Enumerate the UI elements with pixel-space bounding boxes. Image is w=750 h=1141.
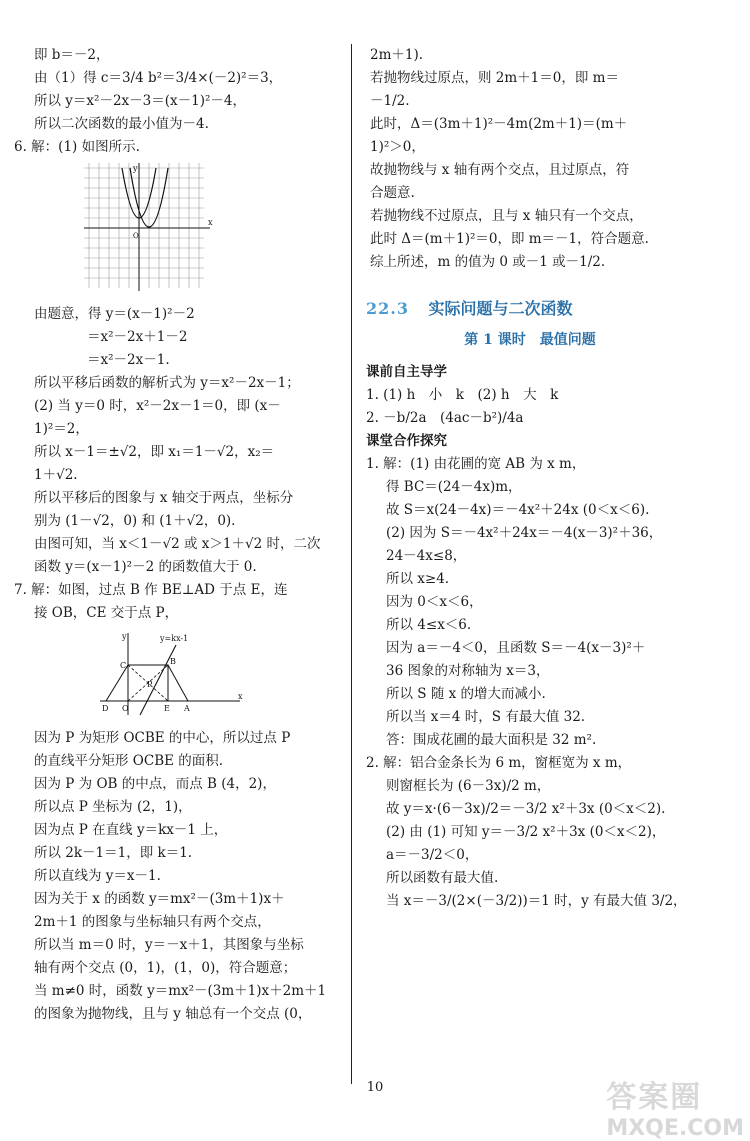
text-line: 此时 Δ＝(m＋1)²＝0，即 m＝－1，符合题意. [370,231,649,247]
problem-6-heading: 6. 解：(1) 如图所示. [14,139,140,155]
text-line: 因为 a＝－4＜0，且函数 S＝－4(x－3)²＋ [386,640,646,656]
line-y-kx-1 [140,645,176,715]
svg-text:O: O [133,232,139,240]
text-line: －1/2. [370,93,410,109]
svg-text:x: x [208,218,213,227]
svg-text:A: A [184,704,190,713]
text-line: 得 BC＝(24－4x)m， [386,479,522,495]
text-line: 因为 0＜x＜6， [386,594,483,610]
text-line: 因为 P 为矩形 OCBE 的中心，所以过点 P [34,730,291,746]
section-number: 22.3 [366,299,409,318]
figure-6-parabola-graph [84,163,334,297]
text-line: 所以当 x＝4 时，S 有最大值 32. [386,709,586,725]
text-line: 36 图象的对称轴为 x＝3， [386,663,550,679]
left-column [14,44,334,1026]
text-line: 所以当 m＝0 时，y＝－x＋1，其图象与坐标 [34,937,304,953]
problem-7-heading: 7. 解：如图，过点 B 作 BE⊥AD 于点 E，连 [14,582,288,598]
svg-text:x: x [238,692,243,701]
text-line: 2m＋1 的图象与坐标轴只有两个交点， [34,914,271,930]
watermark-bottom: MXQE.COM [606,1116,744,1141]
text-line: (2) 因为 S＝－4x²＋24x＝－4(x－3)²＋36， [386,525,663,541]
text-line: 2m＋1). [370,47,424,63]
text-line: 所以 x－1＝±√2，即 x₁＝1－√2，x₂＝ [34,444,275,460]
text-line: 当 x＝－3/(2×(－3/2))＝1 时，y 有最大值 3/2， [386,893,687,909]
text-line: 当 m≠0 时，函数 y＝mx²－(3m＋1)x＋2m＋1 [34,983,327,999]
text-line: 轴有两个交点 (0，1)，(1，0)，符合题意； [34,960,297,976]
text-line: 故 y＝x·(6－3x)/2＝－3/2 x²＋3x (0＜x＜2). [386,801,666,817]
text-line: 1＋√2. [34,467,78,483]
section-title: 实际问题与二次函数 [428,299,573,318]
text-line: 1)²＞0， [370,139,425,155]
text-line: 所以 4≤x＜6. [386,617,472,633]
watermark [606,1072,744,1141]
text-line: 即 b＝－2， [34,47,110,63]
text-line: 所以函数有最大值. [386,870,499,886]
text-line: 因为点 P 在直线 y＝kx－1 上， [34,822,228,838]
svg-text:y: y [122,632,127,641]
subheading-classroom: 课堂合作探究 [366,433,447,449]
text-line: 此时，Δ＝(3m＋1)²－4m(2m＋1)＝(m＋ [370,116,628,132]
text-line: 合题意. [370,185,415,201]
section-heading [366,296,694,319]
text-line: 1. 解：(1) 由花圃的宽 AB 为 x m， [366,456,586,472]
text-line: 因为关于 x 的函数 y＝mx²－(3m＋1)x＋ [34,891,285,907]
lesson-title: 第 1 课时 最值问题 [464,332,596,348]
right-column [366,44,694,913]
svg-text:y: y [133,164,138,173]
text-line: 1)²＝2， [34,421,89,437]
text-line: 所以点 P 坐标为 (2，1)， [34,799,192,815]
svg-text:C: C [120,661,127,670]
text-line: 的图象为抛物线，且与 y 轴总有一个交点 (0， [34,1006,312,1022]
text-line: 1. (1) h 小 k (2) h 大 k [366,387,559,403]
watermark-top: 答案圈 [606,1080,703,1115]
text-line: 若抛物线过原点，则 2m＋1＝0，即 m＝ [370,70,619,86]
graph-svg [84,163,214,293]
text-line: 24－4x≤8， [386,548,467,564]
text-line: 故 S＝x(24－4x)＝－4x²＋24x (0＜x＜6). [386,502,650,518]
text-line: (2) 当 y＝0 时，x²－2x－1＝0，即 (x－ [34,398,281,414]
text-line: 别为 (1－√2，0) 和 (1＋√2，0). [34,513,236,529]
text-line: 由题意，得 y＝(x－1)²－2 [34,306,195,322]
text-line: 接 OB，CE 交于点 P， [34,605,179,621]
text-line: 所以直线为 y＝x－1. [34,868,161,884]
text-line: ＝x²－2x－1. [87,352,170,368]
text-line: (2) 由 (1) 可知 y＝－3/2 x²＋3x (0＜x＜2)， [386,824,666,840]
column-divider [351,44,352,1084]
text-line: 2. 解：铝合金条长为 6 m，窗框宽为 x m， [366,755,632,771]
text-line: 所以 2k－1＝1，即 k＝1. [34,845,193,861]
svg-text:E: E [164,704,170,713]
text-line: 答：围成花圃的最大面积是 32 m². [386,732,597,748]
text-line: 综上所述，m 的值为 0 或－1 或－1/2. [370,254,606,270]
text-line: 所以 x≥4. [386,571,450,587]
page-number: 10 [366,1080,384,1095]
line-label: y=kx-1 [160,634,189,643]
text-line: 若抛物线不过原点，且与 x 轴只有一个交点， [370,208,643,224]
text-line: 故抛物线与 x 轴有两个交点，且过原点，符 [370,162,630,178]
text-line: 所以平移后函数的解析式为 y＝x²－2x－1； [34,375,300,391]
text-line: 由（1）得 c＝3/4 b²＝3/4×(－2)²＝3， [34,70,283,86]
figure-7-geometry [98,629,334,721]
text-line: 所以 S 随 x 的增大而减小. [386,686,546,702]
text-line: 则窗框长为 (6－3x)/2 m， [386,778,551,794]
svg-text:D: D [102,704,109,713]
geometry-svg [98,629,248,717]
text-line: 2. －b/2a (4ac－b²)/4a [366,410,524,426]
subheading-preview: 课前自主导学 [366,364,447,380]
text-line: 的直线平分矩形 OCBE 的面积. [34,753,224,769]
text-line: 由图可知，当 x＜1－√2 或 x＞1＋√2 时，二次 [34,536,321,552]
svg-text:O: O [122,704,129,713]
text-line: 所以二次函数的最小值为－4. [34,116,209,132]
text-line: 函数 y＝(x－1)²－2 的函数值大于 0. [34,559,257,575]
text-line: 因为 P 为 OB 的中点，而点 B (4，2)， [34,776,276,792]
text-line: 所以平移后的图象与 x 轴交于两点，坐标分 [34,490,294,506]
text-line: a＝－3/2＜0， [386,847,479,863]
text-line: 所以 y＝x²－2x－3＝(x－1)²－4， [34,93,246,109]
svg-text:P: P [147,680,153,689]
svg-text:B: B [170,657,176,666]
text-line: ＝x²－2x＋1－2 [87,329,188,345]
